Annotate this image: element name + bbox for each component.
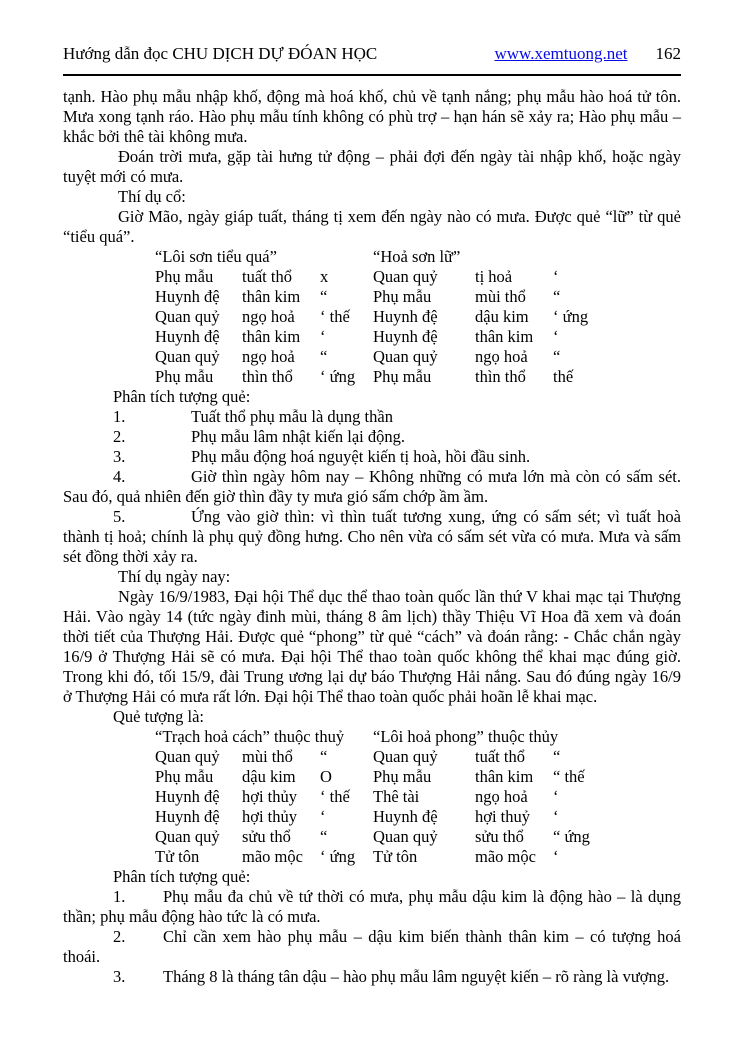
hex-role: Quan quỷ [373,827,438,846]
hex-element: tị hoả [475,267,513,286]
paragraph-rain: Đoán trời mưa, gặp tài hưng tử động – phải đợi đến ngày tài nhập khố, hoặc ngày tuyệt mới có mưa. [63,147,681,186]
hex-role: Phụ mẫu [373,287,432,306]
item-number: 4. [113,467,126,486]
hex-element: thân kim [475,327,534,346]
item-number: 2. [113,427,126,446]
hexagram-table-head [63,247,681,267]
analysis-old-item [63,467,681,507]
hex-role: Quan quỷ [155,747,220,766]
hex-mark: ‘ [553,847,559,866]
paragraph-1983: Ngày 16/9/1983, Đại hội Thể dục thể thao toàn quốc lần thứ V khai mạc tại Thượng Hải. Vào ngày 14 (tức ngày đinh mùi, tháng 8 âm lịch) thầy Thiệu Vĩ Hoa đã xem và đoán thời tiết của Thượng Hải. Được quẻ “phong” từ quẻ “cách” và đoán rằng: - Chắc chắn ngày 16/9 ở Thượng Hải sẽ có mưa. Đại hội Thể thao toàn quốc không thể khai mạc đúng giờ. Trong khi đó, tối 15/9, đài Trung ương lại dự báo Thượng Hải nắng. Sau đó đúng ngày 16/9 ở Thượng Hải có mưa rất lớn. Đại hội Thể thao toàn quốc phải hoãn lễ khai mạc. [63,587,681,706]
hex-role: Thê tài [373,787,420,806]
hexagram-table-old [63,247,681,387]
right-hexagram-title: “Hoả sơn lữ” [373,247,461,266]
item-text: Chỉ cần xem hào phụ mẫu – dậu kim biến thành thân kim – có tượng hoá thoái. [63,927,681,966]
website-link[interactable]: www.xemtuong.net [494,44,628,63]
hex-role: Tử tôn [155,847,200,866]
hex-mark: O [320,767,332,786]
hex-mark: ‘ thế [320,307,350,326]
hex-role: Phụ mẫu [155,767,214,786]
item-number: 2. [113,927,126,946]
hex-role: Huynh đệ [373,807,438,826]
hex-element: thân kim [242,327,301,346]
label-que-tuong: Quẻ tượng là: [113,707,204,726]
hex-element: dậu kim [475,307,529,326]
analysis-old-item [63,447,681,467]
hexagram-row [63,267,681,287]
item-text: Phụ mẫu động hoá nguyệt kiến tị hoà, hồi đầu sinh. [191,447,531,466]
left-hexagram-title: “Trạch hoả cách” thuộc thuỷ [155,727,345,746]
hex-role: Huynh đệ [155,807,220,826]
hex-mark: ‘ ứng [320,367,356,386]
analysis-old-item [63,427,681,447]
hex-role: Phụ mẫu [155,367,214,386]
hex-element: hợi thủy [242,807,298,826]
label-example-old: Thí dụ cổ: [118,187,186,206]
hexagram-table-new [63,727,681,867]
hex-mark: thế [553,367,574,386]
hex-role: Phụ mẫu [373,767,432,786]
hex-role: Phụ mẫu [373,367,432,386]
hex-role: Quan quỷ [155,827,220,846]
hex-element: ngọ hoả [242,307,295,326]
hex-element: tuất thổ [475,747,525,766]
hex-element: hợi thuỷ [475,807,531,826]
hex-element: thân kim [475,767,534,786]
item-number: 3. [113,447,126,466]
hexagram-row [63,367,681,387]
hex-mark: ‘ thế [320,787,350,806]
hex-element: thân kim [242,287,301,306]
document-body [63,76,681,987]
hex-role: Huynh đệ [373,307,438,326]
hex-mark: ‘ [553,267,559,286]
item-text: Giờ thìn ngày hôm nay – Không những có mưa lớn mà còn có sấm sét. Sau đó, quả nhiên đến giờ thìn đầy ty mưa gió sấm chớp ầm ầm. [63,467,681,506]
hexagram-row [63,827,681,847]
hex-mark: “ ứng [553,827,590,846]
item-number: 3. [113,967,126,986]
item-number: 1. [113,887,126,906]
analysis-new-label: Phân tích tượng quẻ: [113,867,251,886]
hexagram-row [63,347,681,367]
label-example-new: Thí dụ ngày nay: [118,567,231,586]
hexagram-row [63,767,681,787]
item-text: Tháng 8 là tháng tân dậu – hào phụ mẫu lâm nguyệt kiến – rõ ràng là vượng. [163,967,670,986]
hex-element: thìn thổ [242,367,293,386]
paragraph-intro: tạnh. Hào phụ mẫu nhập khố, động mà hoá khố, chủ về tạnh nắng; phụ mẫu hào hoá tử tôn. Mưa xong tạnh ráo. Hào phụ mẫu tính không có phù trợ – hạn hán sẽ xảy ra; Hào phụ mẫu – khắc bởi thê tài không mưa. [63,87,681,146]
analysis-old-item [63,407,681,427]
analysis-old-item [63,507,681,567]
hex-role: Huynh đệ [155,287,220,306]
page-number: 162 [655,44,681,63]
hex-element: mùi thổ [242,747,293,766]
hex-element: ngọ hoả [242,347,295,366]
hexagram-row [63,807,681,827]
left-hexagram-title: “Lôi sơn tiểu quá” [155,247,277,266]
hex-element: mùi thổ [475,287,526,306]
hex-element: tuất thổ [242,267,292,286]
hexagram-row [63,287,681,307]
hexagram-row [63,307,681,327]
hex-mark: “ [320,287,328,306]
hex-mark: ‘ [553,787,559,806]
hex-mark: “ [320,827,328,846]
hex-mark: ‘ [553,807,559,826]
analysis-new-item [63,967,681,987]
hex-role: Huynh đệ [373,327,438,346]
item-text: Phụ mẫu lâm nhật kiến lại động. [191,427,406,446]
hex-element: thìn thổ [475,367,526,386]
hex-element: sửu thổ [242,827,291,846]
header-right [495,44,682,64]
hex-element: dậu kim [242,767,296,786]
item-number: 1. [113,407,126,426]
hexagram-table-head [63,727,681,747]
hex-mark: “ [320,747,328,766]
hex-mark: “ thế [553,767,585,786]
hex-element: sửu thổ [475,827,524,846]
hex-role: Huynh đệ [155,787,220,806]
item-number: 5. [113,507,126,526]
page-header [63,0,681,64]
hexagram-row [63,847,681,867]
hex-role: Quan quỷ [155,347,220,366]
hex-mark: ‘ ứng [553,307,589,326]
hexagram-row [63,747,681,767]
paragraph-mao: Giờ Mão, ngày giáp tuất, tháng tị xem đến ngày nào có mưa. Được quẻ “lữ” từ quẻ “tiểu quá”. [63,207,681,246]
item-text: Phụ mẫu đa chủ về tứ thời có mưa, phụ mẫu dậu kim là động hào – là dụng thần; phụ mẫu động hào tức là có mưa. [63,887,681,926]
item-text: Ứng vào giờ thìn: vì thìn tuất tương xung, ứng có sấm sét; vì tuất hoà thành tị hoả; chính là phụ quỷ đồng hưng. Cho nên vừa có sấm sét vừa có mưa. Mưa và sấm sét đồng thời xảy ra. [63,507,681,566]
hex-element: ngọ hoả [475,787,528,806]
right-hexagram-title: “Lôi hoả phong” thuộc thủy [373,727,559,746]
item-text: Tuất thổ phụ mẫu là dụng thần [191,407,393,426]
hex-role: Phụ mẫu [155,267,214,286]
analysis-new-item [63,887,681,927]
hex-mark: “ [553,347,561,366]
hex-element: ngọ hoả [475,347,528,366]
hex-role: Quan quỷ [155,307,220,326]
hex-mark: “ [320,347,328,366]
hex-mark: “ [553,747,561,766]
hex-mark: ‘ [320,327,326,346]
hexagram-row [63,327,681,347]
hex-role: Quan quỷ [373,347,438,366]
hex-mark: ‘ [320,807,326,826]
header-title: Hướng dẫn đọc CHU DỊCH DỰ ĐÓAN HỌC [63,44,378,63]
hex-element: hợi thủy [242,787,298,806]
hex-element: mão mộc [242,847,303,866]
hex-role: Tử tôn [373,847,418,866]
hex-role: Huynh đệ [155,327,220,346]
hex-mark: ‘ [553,327,559,346]
hex-element: mão mộc [475,847,536,866]
hex-mark: x [320,267,329,286]
analysis-new-item [63,927,681,967]
hex-mark: “ [553,287,561,306]
hex-role: Quan quỷ [373,267,438,286]
hex-role: Quan quỷ [373,747,438,766]
hexagram-row [63,787,681,807]
hex-mark: ‘ ứng [320,847,356,866]
analysis-old-label: Phân tích tượng quẻ: [113,387,251,406]
